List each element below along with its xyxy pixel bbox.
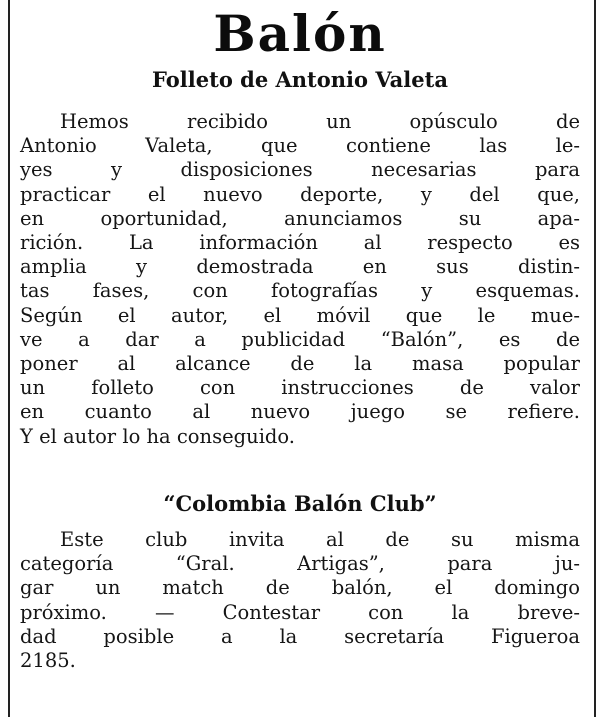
paragraph-line: Hemos recibido un opúsculo de [60, 110, 580, 133]
paragraph-line: próximo. — Contestar con la breve- [20, 600, 580, 624]
paragraph-line: amplia y demostrada en sus distin- [20, 255, 580, 279]
paragraph-line: Según el autor, el móvil que le mue- [20, 303, 580, 327]
section-1-subtitle: Folleto de Antonio Valeta [152, 67, 448, 92]
paragraph-line: en cuanto al nuevo juego se refiere. [20, 400, 580, 424]
left-column-rule [8, 0, 10, 717]
paragraph-line: Y el autor lo ha conseguido. [20, 424, 296, 448]
paragraph-line: 2185. [20, 649, 76, 673]
paragraph-line: tas fases, con fotografías y esquemas. [20, 279, 580, 303]
paragraph-line: gar un match de balón, el domingo [20, 576, 580, 600]
paragraph-line: yes y disposiciones necesarias para [20, 158, 580, 182]
paragraph-line: practicar el nuevo deporte, y del que, [20, 182, 580, 206]
paragraph-line: rición. La información al respecto es [20, 231, 580, 255]
section-1-paragraph [20, 110, 580, 449]
paragraph-line: dad posible a la secretaría Figueroa [20, 624, 580, 648]
section-2-subtitle: “Colombia Balón Club” [163, 491, 437, 516]
section-2-paragraph [20, 528, 580, 673]
paragraph-line: un folleto con instrucciones de valor [20, 376, 580, 400]
paragraph-line: categoría “Gral. Artigas”, para ju- [20, 552, 580, 576]
right-column-rule [594, 0, 596, 717]
article-headline: Balón [213, 4, 387, 63]
paragraph-line: poner al alcance de la masa popular [20, 352, 580, 376]
paragraph-line: Este club invita al de su misma [60, 528, 580, 551]
paragraph-line: en oportunidad, anunciamos su apa- [20, 206, 580, 230]
paragraph-line: Antonio Valeta, que contiene las le- [20, 134, 580, 158]
paragraph-line: ve a dar a publicidad “Balón”, es de [20, 327, 580, 351]
